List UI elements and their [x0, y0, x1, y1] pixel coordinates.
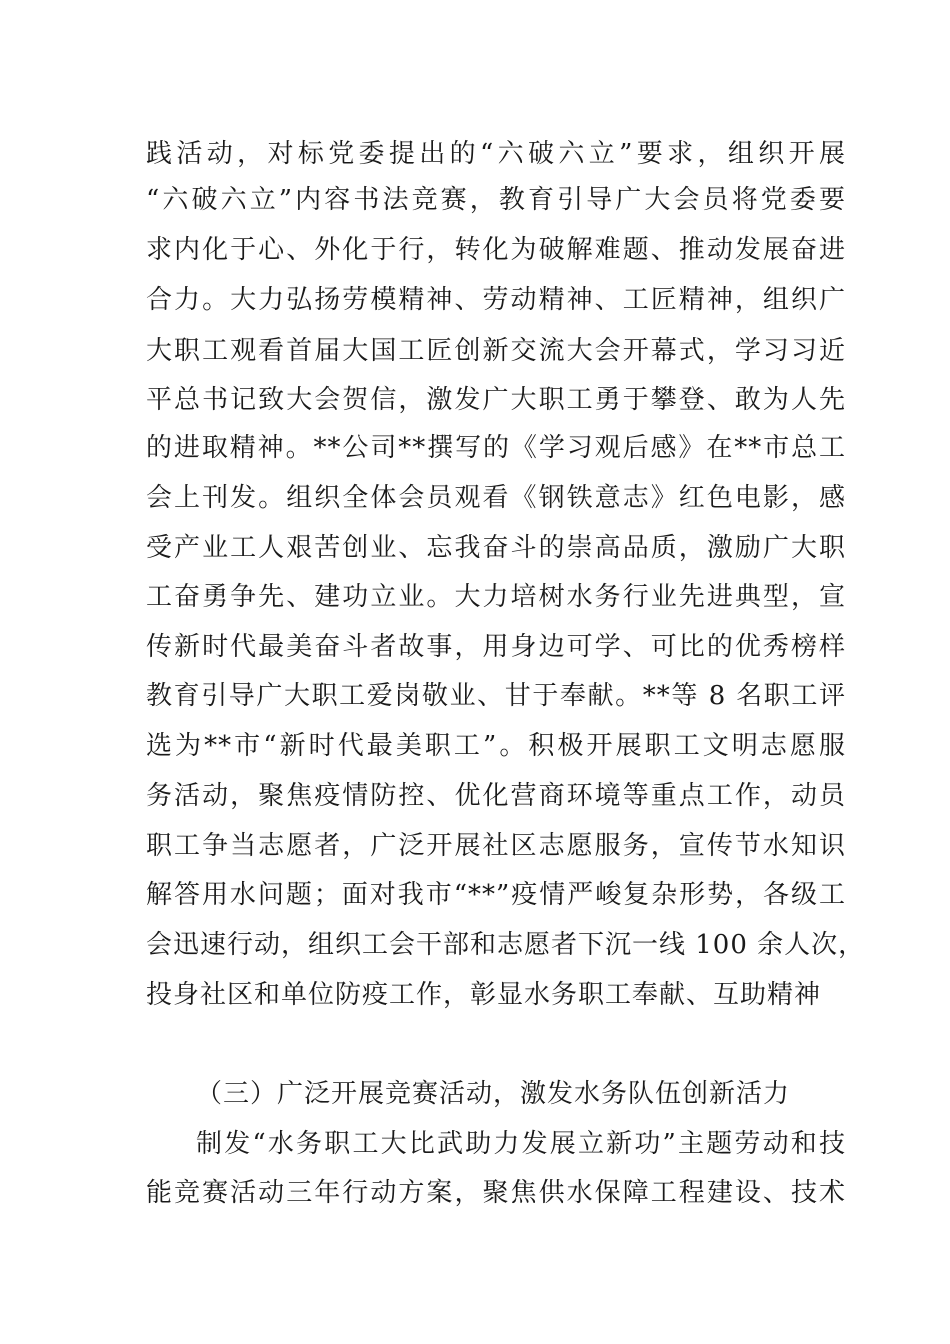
- text-line: 务活动，聚焦疫情防控、优化营商环境等重点工作，动员: [146, 781, 846, 811]
- text-line: 大职工观看首届大国工匠创新交流大会开幕式，学习习近: [146, 336, 846, 366]
- text-line: 制发“水务职工大比武助力发展立新功”主题劳动和技: [196, 1129, 846, 1159]
- text-line: 解答用水问题；面对我市“**”疫情严峻复杂形势，各级工: [146, 880, 846, 910]
- text-line: 践活动，对标党委提出的“六破六立”要求，组织开展: [146, 139, 846, 169]
- text-line: 会上刊发。组织全体会员观看《钢铁意志》红色电影，感: [146, 483, 846, 513]
- text-line: 平总书记致大会贺信，激发广大职工勇于攀登、敢为人先: [146, 385, 846, 415]
- text-line: 受产业工人艰苦创业、忘我奋斗的崇高品质，激励广大职: [146, 533, 846, 563]
- text-line: 能竞赛活动三年行动方案，聚焦供水保障工程建设、技术: [146, 1178, 846, 1208]
- text-line: 的进取精神。**公司**撰写的《学习观后感》在**市总工: [146, 433, 846, 463]
- text-line: 合力。大力弘扬劳模精神、劳动精神、工匠精神，组织广: [146, 285, 846, 315]
- section-heading: （三）广泛开展竞赛活动，激发水务队伍创新活力: [196, 1079, 791, 1109]
- text-line: 选为**市“新时代最美职工”。积极开展职工文明志愿服: [146, 731, 846, 761]
- text-line: 投身社区和单位防疫工作，彰显水务职工奉献、互助精神: [146, 980, 822, 1010]
- text-line: 职工争当志愿者，广泛开展社区志愿服务，宣传节水知识: [146, 831, 846, 861]
- text-line: 教育引导广大职工爱岗敬业、甘于奉献。**等 8 名职工评: [146, 681, 846, 711]
- text-line: “六破六立”内容书法竞赛，教育引导广大会员将党委要: [146, 185, 846, 215]
- text-line: 工奋勇争先、建功立业。大力培树水务行业先进典型，宣: [146, 582, 846, 612]
- text-line: 会迅速行动，组织工会干部和志愿者下沉一线 100 余人次，: [146, 930, 866, 960]
- text-line: 求内化于心、外化于行，转化为破解难题、推动发展奋进: [146, 235, 846, 265]
- text-line: 传新时代最美奋斗者故事，用身边可学、可比的优秀榜样: [146, 632, 846, 662]
